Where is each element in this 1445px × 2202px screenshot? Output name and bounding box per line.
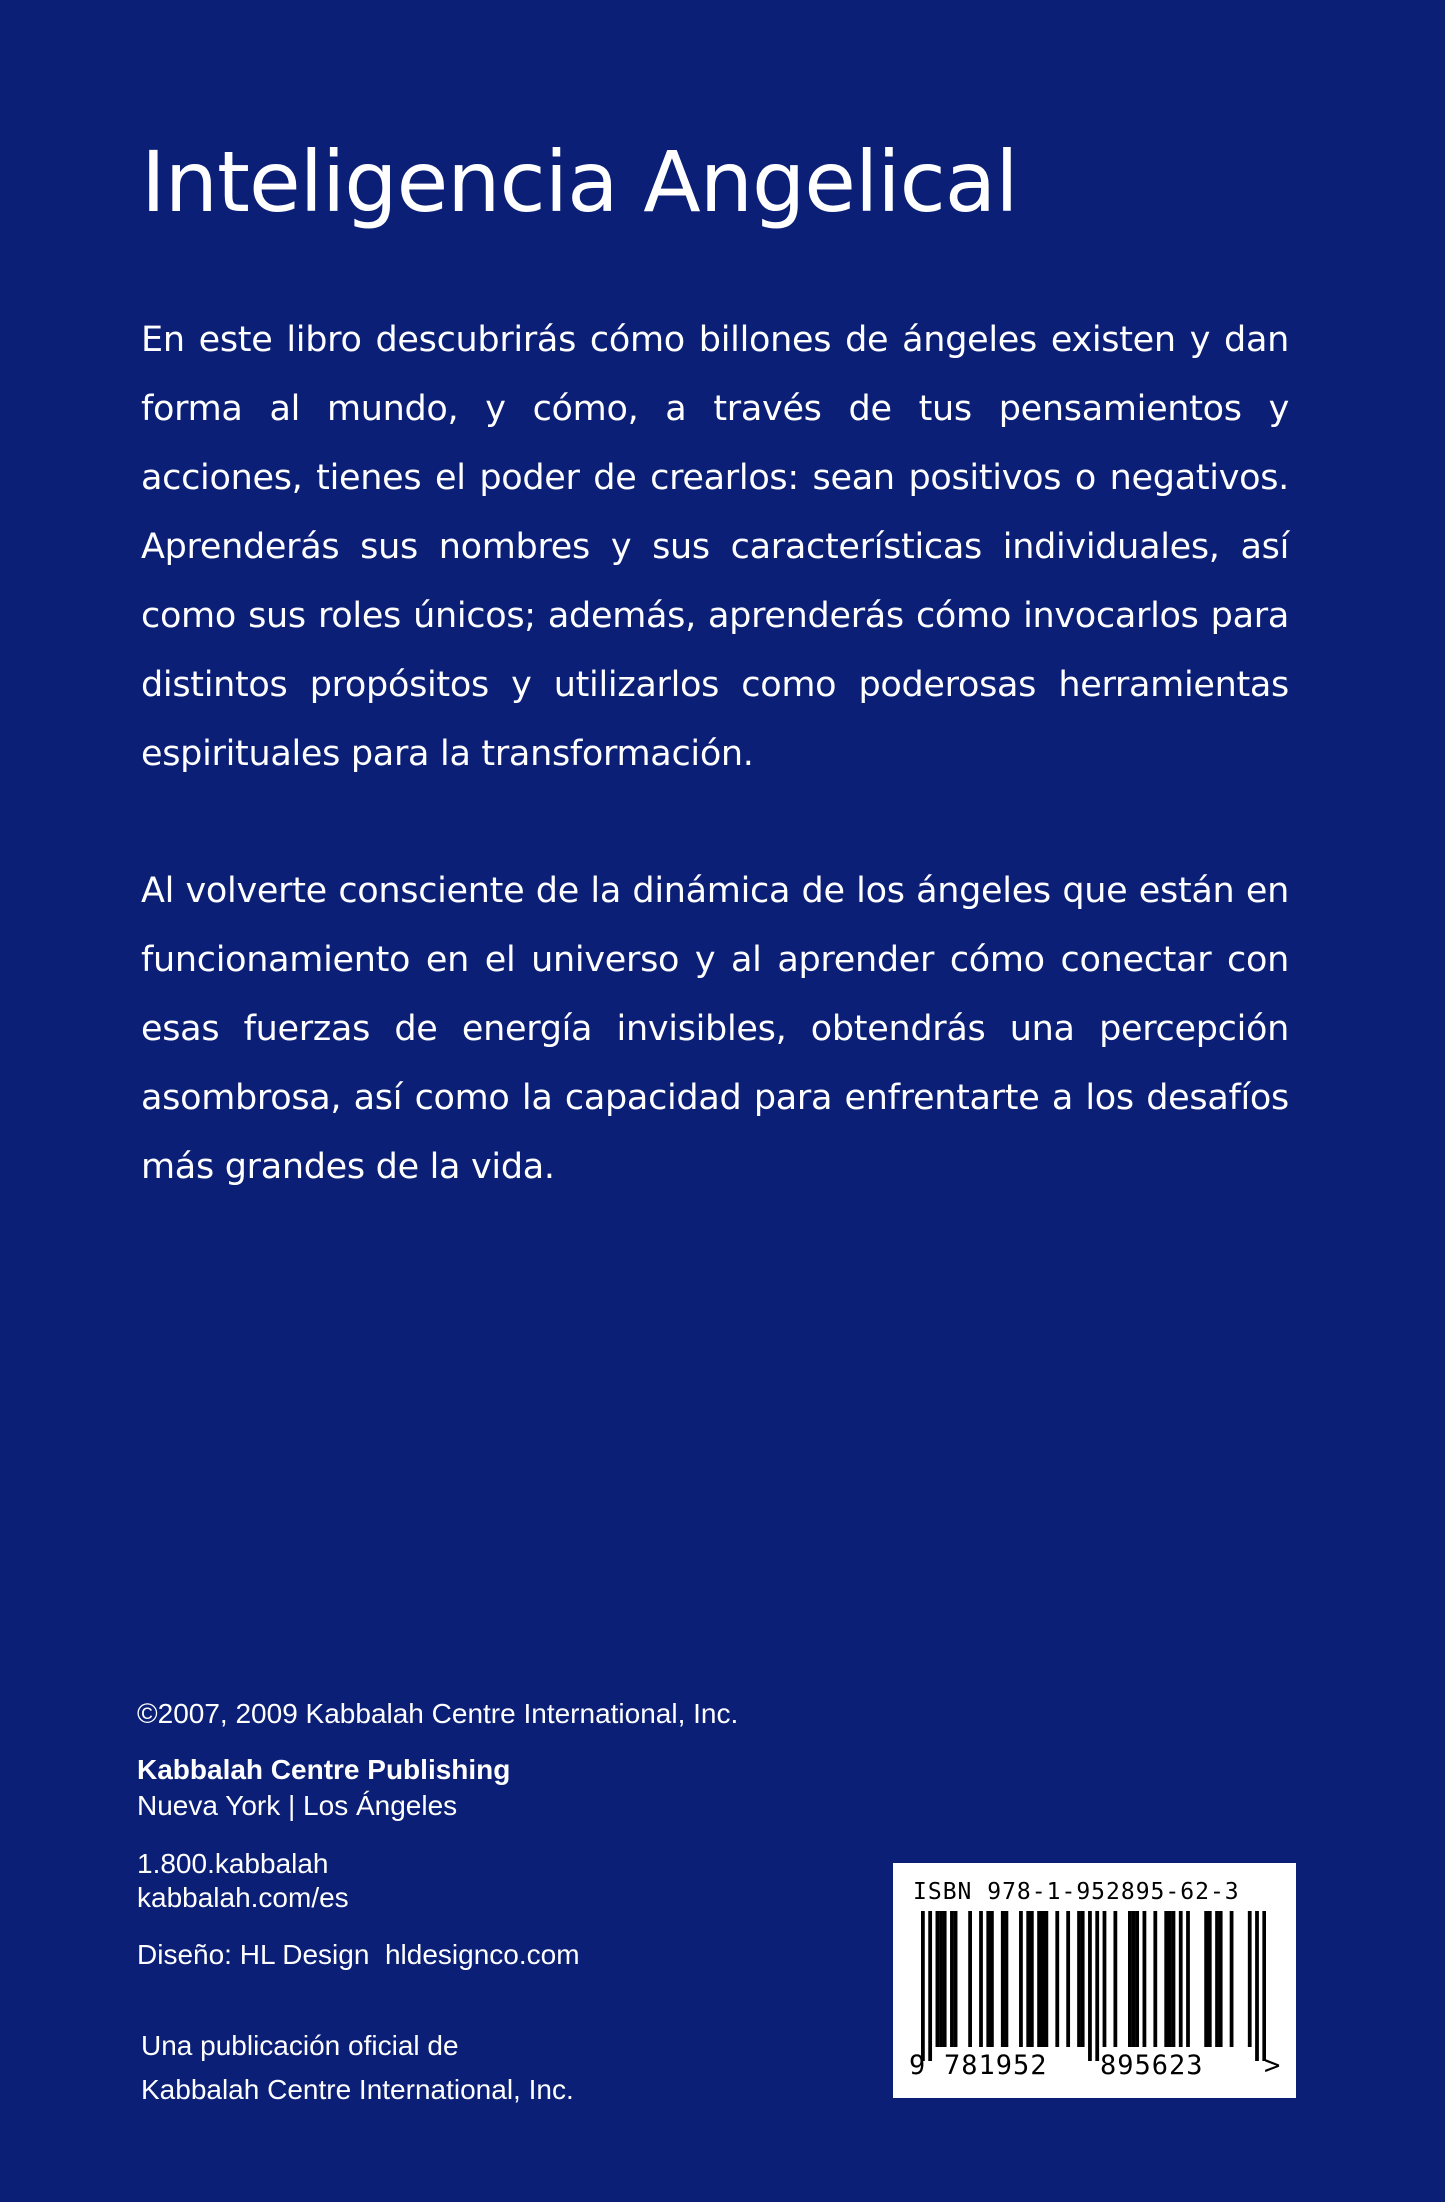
barcode-bar: [1005, 1911, 1009, 2047]
barcode-bar: [1179, 1911, 1183, 2047]
barcode-bar: [1103, 1911, 1107, 2047]
barcode-bar: [1255, 1911, 1259, 2061]
barcode-bar: [1128, 1911, 1132, 2047]
barcode-bar: [1168, 1911, 1172, 2047]
barcode-bar: [1262, 1911, 1266, 2061]
barcode-bar: [1204, 1911, 1208, 2047]
barcode-bar: [1066, 1911, 1070, 2047]
barcode-left-digits: 781952: [944, 2050, 1048, 2081]
barcode-bar: [1143, 1911, 1147, 2047]
barcode-bar: [1248, 1911, 1252, 2047]
barcode-first-digit: 9: [909, 2050, 926, 2081]
barcode-bar: [1081, 1911, 1085, 2047]
copyright-notice: ©2007, 2009 Kabbalah Centre International, Inc.: [137, 1698, 739, 1729]
barcode-bar: [936, 1911, 940, 2047]
barcode-bar: [990, 1911, 994, 2047]
barcode-bar: [1037, 1911, 1041, 2047]
official-publication-line-1: Una publicación oficial de: [141, 2030, 459, 2061]
barcode-bar: [1215, 1911, 1219, 2047]
official-publication-line-2: Kabbalah Centre International, Inc.: [141, 2074, 574, 2105]
barcode-bar: [928, 1911, 932, 2061]
barcode-bar: [1041, 1911, 1045, 2047]
barcode-bar: [1219, 1911, 1223, 2047]
description-paragraph-1: En este libro descubrirás cómo billones de ángeles existen y dan forma al mundo, y cómo, a través de tus pensamientos y acciones, tienes el poder de crearlos: sean positivos o negativos. Aprenderás sus nombres y sus características individuales, así como sus roles únicos; además, aprenderás cómo invocarlos para distintos propósitos y utilizarlos como poderosas herramientas espirituales para la transformación.: [141, 320, 1289, 774]
barcode-bar: [1186, 1911, 1190, 2047]
barcode-bar: [1001, 1911, 1005, 2047]
barcode-bar: [950, 1911, 954, 2047]
barcode-bar: [954, 1911, 958, 2047]
barcode-bar: [1164, 1911, 1168, 2047]
barcode-bar: [1095, 1911, 1099, 2061]
barcode-bar: [979, 1911, 983, 2047]
barcode-bar: [1132, 1911, 1136, 2047]
barcode-bar: [1044, 1911, 1048, 2047]
barcode-bars: [921, 1911, 1266, 2061]
barcode-bar: [943, 1911, 947, 2047]
barcode-bar: [1208, 1911, 1212, 2047]
description-paragraph-2: Al volverte consciente de la dinámica de los ángeles que están en funcionamiento en el universo y al aprender cómo conectar con esas fuerzas de energía invisibles, obtendrás una percepción asombrosa, así como la capacidad para enfrentarte a los desafíos más grandes de la vida.: [141, 871, 1289, 1187]
design-credit: Diseño: HL Design hldesignco.com: [137, 1939, 580, 1970]
isbn-number: ISBN 978-1-952895-62-3: [913, 1879, 1240, 1905]
barcode-bar: [1026, 1911, 1030, 2047]
website-link[interactable]: kabbalah.com/es: [137, 1882, 349, 1913]
barcode-bar: [1055, 1911, 1059, 2047]
barcode-bar: [1077, 1911, 1081, 2047]
barcode-bar: [939, 1911, 943, 2047]
publisher-locations: Nueva York | Los Ángeles: [137, 1790, 458, 1821]
barcode-bar: [1230, 1911, 1234, 2047]
phone-number: 1.800.kabbalah: [137, 1848, 329, 1879]
barcode-bar: [1019, 1911, 1023, 2047]
barcode-bar: [968, 1911, 972, 2047]
barcode-bar: [1153, 1911, 1157, 2047]
barcode-bar: [986, 1911, 990, 2047]
barcode-right-digits: 895623: [1100, 2050, 1204, 2081]
barcode-bar: [1030, 1911, 1034, 2047]
isbn-barcode: [893, 1863, 1296, 2098]
barcode-bar: [1113, 1911, 1117, 2047]
book-title: Inteligencia Angelical: [141, 133, 1018, 231]
barcode-bar: [921, 1911, 925, 2061]
barcode-end-marker: >: [1264, 2050, 1281, 2081]
barcode-bar: [1172, 1911, 1176, 2047]
barcode-bar: [1135, 1911, 1139, 2047]
barcode-bar: [1088, 1911, 1092, 2061]
publisher-name: Kabbalah Centre Publishing: [137, 1754, 511, 1785]
